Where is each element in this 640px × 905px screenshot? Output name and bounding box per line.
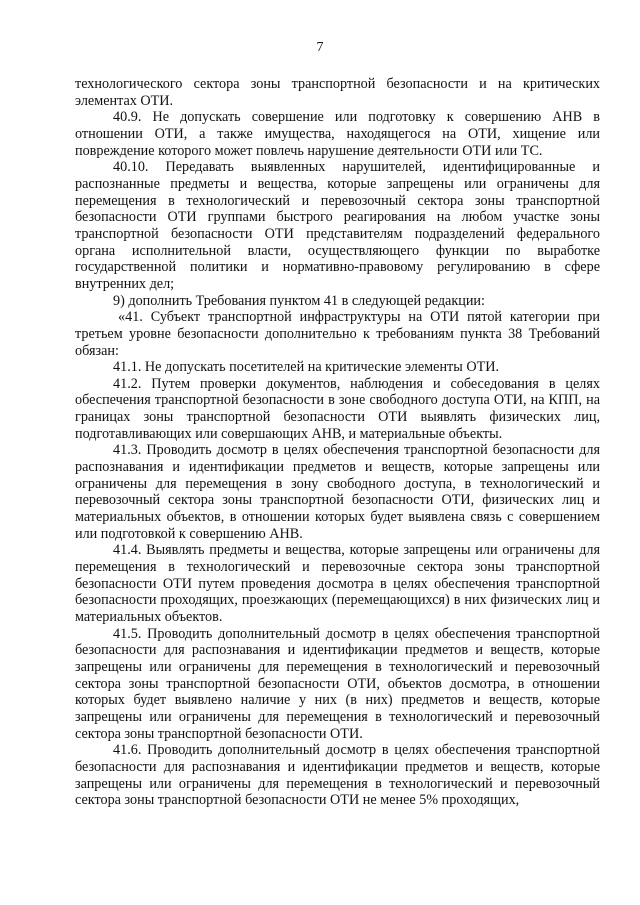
paragraph-41-5: 41.5. Проводить дополнительный досмотр в целях обеспечения транспортной безопасности для распознавания и идентификации предметов и веществ, которые запрещены или ограничены для перемещения в технологический и перевозочный сектора зоны транспортной безопасности ОТИ, объектов досмотра, в отношении которых будет выявлено наличие у них (в них) предметов и веществ, которые запрещены или ограничены для перемещения в технологический и перевозочный сектора зоны транспортной безопасности ОТИ. (75, 625, 600, 742)
paragraph-41-2: 41.2. Путем проверки документов, наблюдения и собеседования в целях обеспечения транспортной безопасности в зоне свободного доступа ОТИ, на КПП, на границах зоны транспортной безопасности ОТИ выявлять физических лиц, подготавливающих или совершающих АНВ, и материальные объекты. (75, 375, 600, 442)
paragraph-40-9: 40.9. Не допускать совершение или подготовку к совершению АНВ в отношении ОТИ, а также имущества, находящегося на ОТИ, хищение или повреждение которого может повлечь нарушение деятельности ОТИ или ТС. (75, 109, 600, 159)
paragraph-41-3: 41.3. Проводить досмотр в целях обеспечения транспортной безопасности для распознавания и идентификации предметов и веществ, которые запрещены или ограничены для перемещения в зону свободного доступа, в технологический и перевозочный сектора зоны транспортной безопасности ОТИ, физических лиц и материальных объектов, в отношении которых будет выявлена связь с совершением или подготовкой к совершению АНВ. (75, 442, 600, 542)
paragraph-41-6: 41.6. Проводить дополнительный досмотр в целях обеспечения транспортной безопасности для распознавания и идентификации предметов и веществ, которые запрещены или ограничены для перемещения в технологический и перевозочный сектора зоны транспортной безопасности ОТИ не менее 5% проходящих, (75, 742, 600, 809)
paragraph-continuation: технологического сектора зоны транспортной безопасности и на критических элементах ОТИ. (75, 76, 600, 109)
paragraph-40-10: 40.10. Передавать выявленных нарушителей, идентифицированные и распознанные предметы и вещества, которые запрещены или ограничены для перемещения в технологический и перевозочный сектора зоны транспортной безопасности ОТИ группами быстрого реагирования на любом участке зоны транспортной безопасности ОТИ представителям подразделений федерального органа исполнительной власти, осуществляющего функции по выработке государственной политики и нормативно-правовому регулированию в сфере внутренних дел; (75, 159, 600, 292)
page-number: 7 (316, 40, 324, 55)
paragraph-41: «41. Субъект транспортной инфраструктуры на ОТИ пятой категории при третьем уровне безопасности дополнительно к требованиям пункта 38 Требований обязан: (75, 309, 600, 359)
document-body (75, 76, 600, 809)
paragraph-41-4: 41.4. Выявлять предметы и вещества, которые запрещены или ограничены для перемещения в технологический и перевозочные сектора зоны транспортной безопасности ОТИ путем проведения досмотра в целях обеспечения транспортной безопасности проходящих, проезжающих (перемещающихся) в них физических лиц и материальных объектов. (75, 542, 600, 625)
paragraph-41-1: 41.1. Не допускать посетителей на критические элементы ОТИ. (113, 359, 500, 376)
paragraph-amendment-9: 9) дополнить Требования пунктом 41 в следующей редакции: (113, 292, 485, 309)
